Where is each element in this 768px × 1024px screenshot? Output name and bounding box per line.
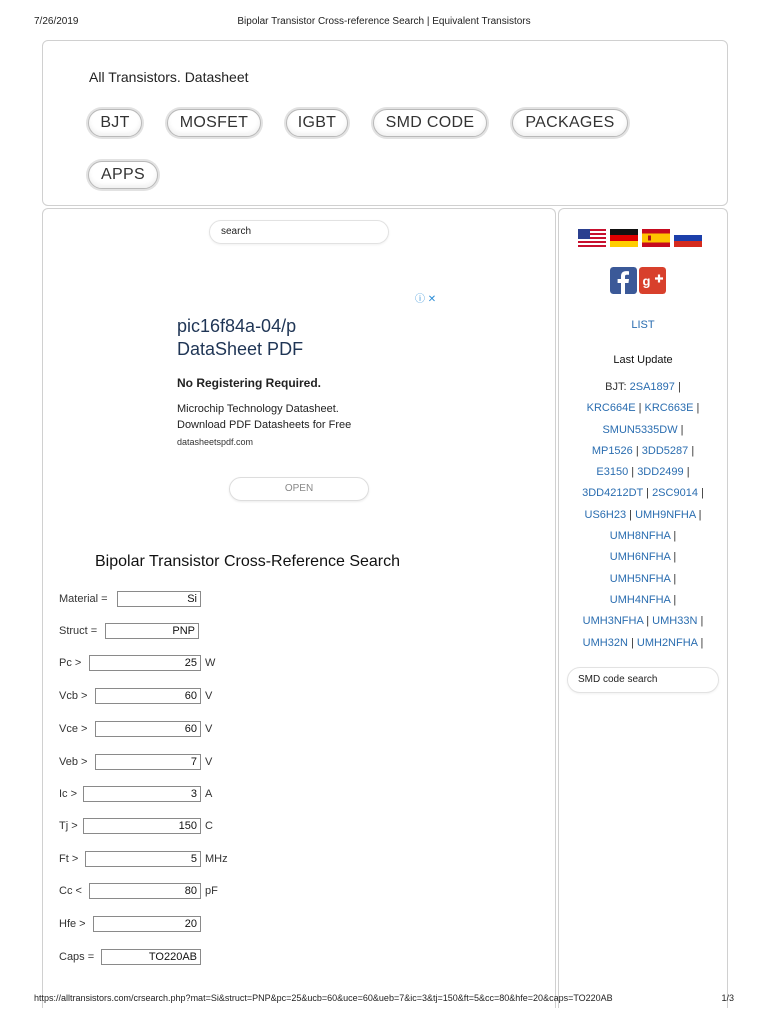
- nav-button-smd-code[interactable]: SMD CODE: [373, 109, 487, 137]
- list-line: UMH4NFHA |: [609, 593, 677, 606]
- field-label: Pc >: [59, 657, 82, 669]
- pc-input[interactable]: 25: [89, 655, 201, 671]
- transistor-link[interactable]: KRC663E: [644, 402, 694, 415]
- tj-input[interactable]: 150: [83, 818, 201, 834]
- field-unit: C: [205, 820, 213, 832]
- field-unit: W: [205, 657, 216, 669]
- print-title: Bipolar Transistor Cross-reference Search | Equivalent Transistors: [237, 16, 531, 27]
- cc-input[interactable]: 80: [89, 883, 201, 899]
- page-title: Bipolar Transistor Cross-Reference Search: [95, 553, 401, 570]
- ad-description: [177, 401, 369, 433]
- transistor-link[interactable]: 3DD2499: [637, 466, 684, 479]
- transistor-link[interactable]: UMH2NFHA: [636, 636, 698, 649]
- field-unit: V: [205, 756, 213, 768]
- sidebar: [558, 208, 728, 1008]
- svg-text:g: g: [642, 273, 651, 289]
- list-line: UMH6NFHA |: [609, 551, 677, 564]
- caps-input[interactable]: TO220AB: [101, 949, 201, 965]
- list-line: BJT: 2SA1897 |: [605, 381, 681, 393]
- transistor-link[interactable]: UMH33N: [652, 615, 698, 628]
- print-date: 7/26/2019: [34, 16, 79, 27]
- field-unit: A: [205, 788, 213, 800]
- nav-button-bjt[interactable]: BJT: [88, 109, 142, 137]
- ru-flag-icon[interactable]: [674, 229, 702, 247]
- field-label: Ft >: [59, 853, 79, 865]
- vcb-input[interactable]: 60: [95, 688, 201, 704]
- field-label: Veb >: [59, 756, 88, 768]
- ad-domain[interactable]: datasheetspdf.com: [177, 437, 254, 447]
- last-update-heading: Last Update: [613, 354, 673, 366]
- ic-input[interactable]: 3: [83, 786, 201, 802]
- print-header: [34, 16, 734, 30]
- ad-headline[interactable]: [177, 315, 303, 361]
- list-line: SMUN5335DW |: [602, 423, 684, 436]
- ad-headline-line-2[interactable]: DataSheet PDF: [177, 339, 304, 359]
- google-plus-icon[interactable]: [639, 267, 666, 294]
- struct-input[interactable]: PNP: [105, 623, 199, 639]
- nav-button-apps[interactable]: APPS: [88, 161, 158, 189]
- transistor-link[interactable]: UMH8NFHA: [609, 530, 671, 543]
- field-label: Ic >: [59, 788, 78, 800]
- nav-button-mosfet[interactable]: MOSFET: [167, 109, 261, 137]
- field-label: Hfe >: [59, 918, 86, 930]
- list-line: UMH32N | UMH2NFHA |: [582, 636, 704, 649]
- search-input[interactable]: search: [209, 220, 389, 244]
- nav-button-packages[interactable]: PACKAGES: [512, 109, 628, 137]
- material-input[interactable]: Si: [117, 591, 201, 607]
- transistor-link[interactable]: UMH6NFHA: [609, 551, 671, 564]
- transistor-link[interactable]: 3DD4212DT: [582, 487, 644, 500]
- print-footer: [34, 993, 734, 1007]
- field-label: Tj >: [59, 820, 78, 832]
- field-label: Struct =: [59, 625, 98, 637]
- list-line: 3DD4212DT | 2SC9014 |: [582, 487, 704, 500]
- ad-open-button[interactable]: OPEN: [229, 477, 369, 501]
- ft-input[interactable]: 5: [85, 851, 201, 867]
- print-page-number: 1/3: [721, 993, 734, 1003]
- hfe-input[interactable]: 20: [93, 916, 201, 932]
- ad-description-line-2: Download PDF Datasheets for Free: [177, 419, 352, 431]
- field-label: Vcb >: [59, 690, 88, 702]
- transistor-link[interactable]: UMH32N: [582, 636, 628, 649]
- transistor-link[interactable]: SMUN5335DW: [602, 423, 678, 436]
- transistor-link[interactable]: 2SA1897: [629, 381, 675, 393]
- ad-headline-line-1[interactable]: pic16f84a-04/p: [177, 316, 297, 336]
- field-unit: V: [205, 690, 213, 702]
- list-link[interactable]: LIST: [631, 319, 655, 331]
- ad-subheadline: No Registering Required.: [177, 376, 322, 390]
- list-line: E3150 | 3DD2499 |: [596, 466, 690, 479]
- transistor-link[interactable]: UMH5NFHA: [609, 572, 671, 585]
- list-line: MP1526 | 3DD5287 |: [591, 444, 695, 457]
- field-label: Caps =: [59, 951, 95, 963]
- us-flag-icon[interactable]: [578, 229, 606, 247]
- ad-choices-icon[interactable]: ⓘ ✕: [415, 294, 437, 305]
- site-title[interactable]: All Transistors. Datasheet: [89, 69, 249, 85]
- list-line: UMH8NFHA |: [609, 530, 677, 543]
- field-unit: MHz: [205, 853, 228, 865]
- field-label: Cc <: [59, 885, 82, 897]
- transistor-link[interactable]: US6H23: [584, 508, 627, 521]
- transistor-link[interactable]: KRC664E: [586, 402, 636, 415]
- transistor-link[interactable]: UMH4NFHA: [609, 593, 671, 606]
- smd-code-search-input[interactable]: SMD code search: [567, 667, 719, 693]
- main-content: [42, 208, 556, 1008]
- list-line: UMH5NFHA |: [609, 572, 677, 585]
- field-unit: V: [205, 723, 213, 735]
- field-unit: pF: [205, 885, 218, 897]
- es-flag-icon[interactable]: [642, 229, 670, 247]
- recent-bjt-list: [559, 377, 727, 654]
- field-label: Material =: [59, 593, 108, 605]
- transistor-link[interactable]: MP1526: [591, 444, 633, 457]
- print-url: https://alltransistors.com/crsearch.php?mat=Si&struct=PNP&pc=25&ucb=60&uce=60&ueb=7&ic=3&tj=150&ft=5&cc=80&hfe=20&caps=TO220AB: [34, 993, 613, 1003]
- transistor-link[interactable]: UMH3NFHA: [582, 615, 644, 628]
- ad-description-line-1: Microchip Technology Datasheet.: [177, 403, 339, 415]
- list-line: KRC664E | KRC663E |: [586, 402, 700, 415]
- field-label: Vce >: [59, 723, 88, 735]
- bjt-prefix-label: BJT:: [605, 381, 627, 393]
- transistor-link[interactable]: 3DD5287: [641, 444, 689, 457]
- de-flag-icon[interactable]: [610, 229, 638, 247]
- nav-button-igbt[interactable]: IGBT: [286, 109, 348, 137]
- list-line: US6H23 | UMH9NFHA |: [584, 508, 702, 521]
- list-line: UMH3NFHA | UMH33N |: [582, 615, 704, 628]
- transistor-link[interactable]: 2SC9014: [652, 487, 698, 500]
- facebook-icon[interactable]: [610, 267, 637, 294]
- vce-input[interactable]: 60: [95, 721, 201, 737]
- transistor-link[interactable]: UMH9NFHA: [635, 508, 696, 521]
- transistor-link[interactable]: E3150: [596, 466, 629, 479]
- veb-input[interactable]: 7: [95, 754, 201, 770]
- site-header: [42, 40, 728, 206]
